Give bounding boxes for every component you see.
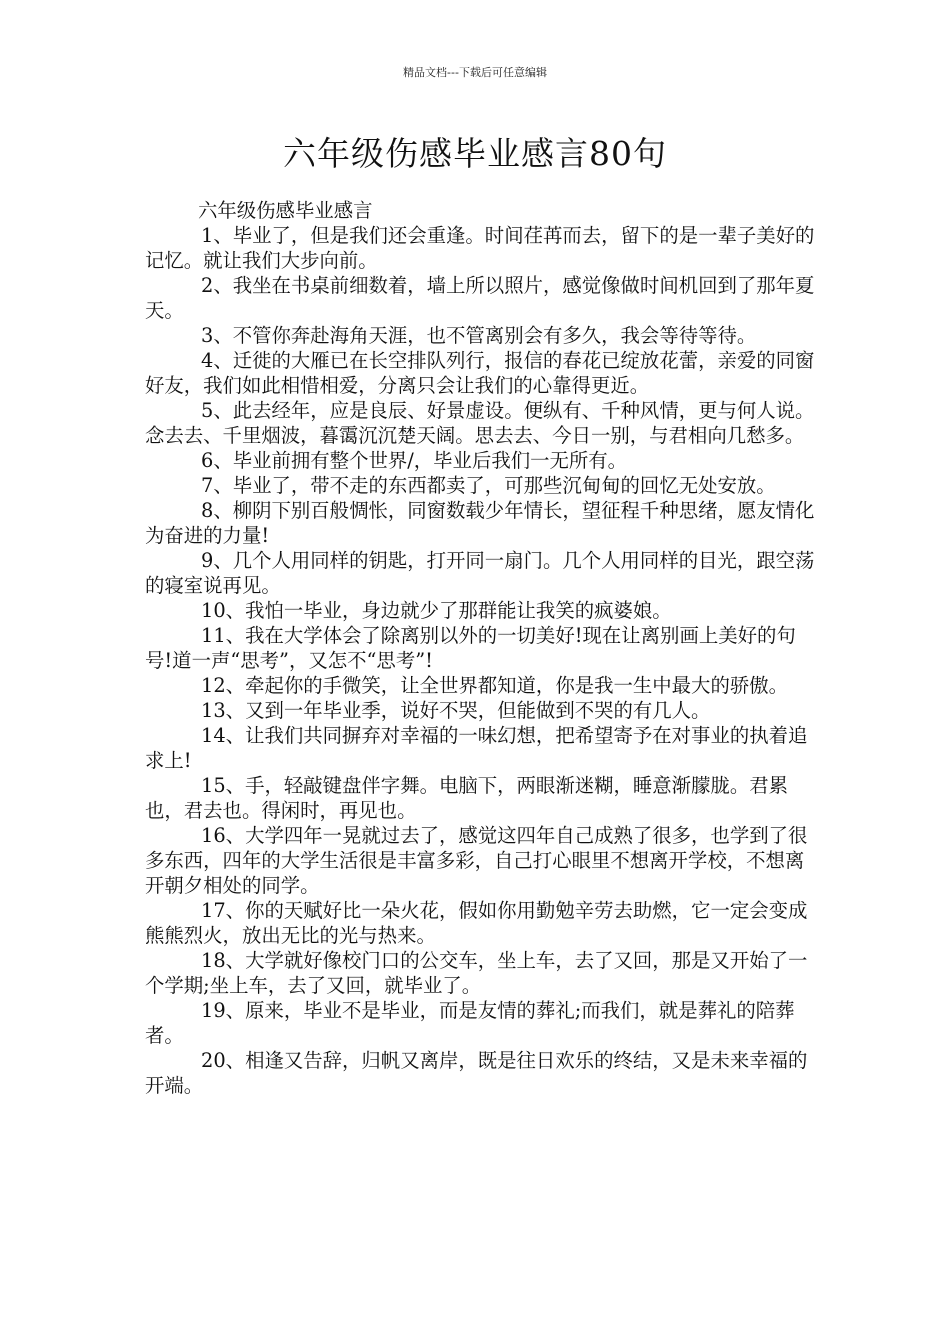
quote-item-17: 17、你的天赋好比一朵火花，假如你用勤勉辛劳去助燃，它一定会变成熊熊烈火，放出无比的光与热来。	[145, 899, 808, 947]
quote-item-4: 4、迁徙的大雁已在长空排队列行，报信的春花已绽放花蕾，亲爱的同窗好友，我们如此相惜相爱，分离只会让我们的心靠得更近。	[145, 349, 815, 397]
quote-item-1: 1、毕业了，但是我们还会重逢。时间荏苒而去，留下的是一辈子美好的记忆。就让我们大步向前。	[145, 224, 815, 272]
document-subtitle: 六年级伤感毕业感言	[198, 199, 373, 222]
quote-item-3: 3、不管你奔赴海角天涯，也不管离别会有多久，我会等待等待。	[201, 324, 757, 347]
quote-item-14: 14、让我们共同摒弃对幸福的一味幻想，把希望寄予在对事业的执着追求上!	[145, 724, 808, 772]
quote-item-15: 15、手，轻敲键盘伴字舞。电脑下，两眼渐迷糊，睡意渐朦胧。君累也，君去也。得闲时，再见也。	[145, 774, 789, 822]
quote-item-19: 19、原来，毕业不是毕业，而是友情的葬礼;而我们，就是葬礼的陪葬者。	[145, 999, 795, 1047]
quote-item-18: 18、大学就好像校门口的公交车，坐上车，去了又回，那是又开始了一个学期;坐上车，去了又回，就毕业了。	[145, 949, 808, 997]
quote-item-7: 7、毕业了，带不走的东西都卖了，可那些沉甸甸的回忆无处安放。	[201, 474, 776, 497]
document-title: 六年级伤感毕业感言80句	[283, 134, 667, 173]
document-body	[145, 198, 817, 1098]
quote-item-8: 8、柳阴下别百般惆怅，同窗数载少年情长，望征程千种思绪，愿友情化为奋进的力量!	[145, 499, 815, 547]
quote-item-2: 2、我坐在书桌前细数着，墙上所以照片，感觉像做时间机回到了那年夏天。	[145, 274, 815, 322]
page-header-note: 精品文档---下载后可任意编辑	[403, 66, 547, 79]
quote-item-6: 6、毕业前拥有整个世界/，毕业后我们一无所有。	[201, 449, 628, 472]
quote-item-11: 11、我在大学体会了除离别以外的一切美好!现在让离别画上美好的句号!道一声“思考”，又怎不“思考”!	[145, 624, 796, 672]
quote-item-13: 13、又到一年毕业季，说好不哭，但能做到不哭的有几人。	[201, 699, 711, 722]
quote-item-10: 10、我怕一毕业，身边就少了那群能让我笑的疯婆娘。	[201, 599, 672, 622]
quote-item-20: 20、相逢又告辞，归帆又离岸，既是往日欢乐的终结，又是未来幸福的开端。	[145, 1049, 808, 1097]
quote-item-5: 5、此去经年，应是良辰、好景虚设。便纵有、千种风情，更与何人说。念去去、千里烟波，暮霭沉沉楚天阔。思去去、今日一别，与君相向几愁多。	[145, 399, 815, 447]
quote-item-9: 9、几个人用同样的钥匙，打开同一扇门。几个人用同样的目光，跟空荡的寝室说再见。	[145, 549, 815, 597]
quote-item-12: 12、牵起你的手微笑，让全世界都知道，你是我一生中最大的骄傲。	[201, 674, 789, 697]
quote-item-16: 16、大学四年一晃就过去了，感觉这四年自己成熟了很多，也学到了很多东西，四年的大学生活很是丰富多彩，自己打心眼里不想离开学校，不想离开朝夕相处的同学。	[145, 824, 808, 897]
